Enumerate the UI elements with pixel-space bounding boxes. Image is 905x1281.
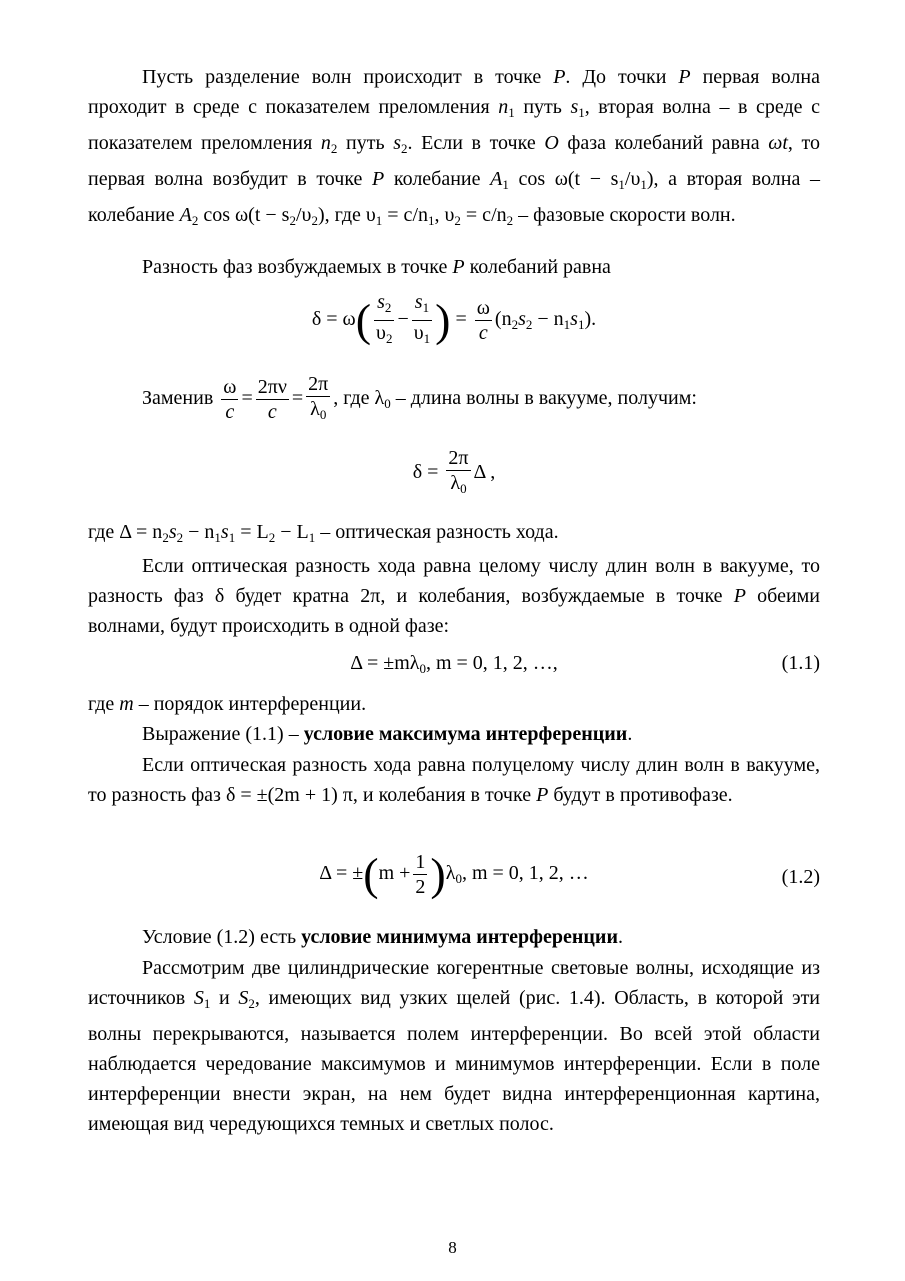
fraction-2pinu-c: $\frac{2\pi\nu}{c}$ (257, 376, 287, 423)
equation-delta: δ = ω( $\frac{s_2}{\upsilon_2}$ − $\frac{s_1}{\upsilon_1}$ ) = $\frac{\omega}{c}$ $(n_2s_2 - n_1s_1)$. (88, 290, 820, 360)
fraction-w-c: $\frac{\omega}{c}$ (223, 376, 237, 423)
paragraph-2: Разность фаз возбуждаемых в точке P колебаний равна (142, 256, 611, 278)
paragraph-3: Заменив $\frac{\omega}{c}$ = $\frac{2\pi\nu}{c}$ = $\frac{2\pi}{\lambda_0}$ , где $\lambda_0$ – длина волны в вакууме, получим: (142, 372, 822, 427)
fraction-2pi-lambda: $\frac{2\pi}{\lambda_0}$ (308, 373, 329, 422)
page-number: 8 (448, 1238, 457, 1257)
paragraph-1: Пусть разделение волн происходит в точке P. До точки P первая волна проходит в среде с показателем преломления $n_1$ путь $s_1$, вторая волна – в среде с показателем преломления $n_2$ путь $s_2$. Если в точке O фаза колебаний равна ωt, то первая волна возбудит в точке P колебание $A_1$ $\cos \omega(t - s_1/\upsilon_1)$, а вторая волна – колебание $A_2$ $\cos \omega(t - s_2/\upsilon_2)$, где $\upsilon_1 = c/n_1$, $\upsilon_2 = c/n_2$ – фазовые скорости волн. (88, 66, 820, 228)
equation-delta-2: δ = $\frac{2\pi}{\lambda_0}$ Δ , (88, 446, 820, 501)
paragraph-6: где m – порядок интерференции. (88, 693, 367, 715)
equation-1-1: $\Delta = \pm m\lambda_0$, m = 0, 1, 2, …, (1.1) (350, 652, 820, 676)
paragraph-7: Выражение (1.1) – условие максимума интерференции. (142, 723, 633, 745)
equation-1-2: Δ = ±(m + $\frac{1}{2}$ )$\lambda_0$, m = 0, 1, 2, … (1.2) (319, 848, 820, 900)
fraction-2pi-lambda0: $\frac{2\pi}{\lambda_0}$ (448, 447, 469, 496)
fraction-s2-v2: $\frac{s_2}{\upsilon_2}$ (376, 291, 393, 346)
paragraph-10: Рассмотрим две цилиндрические когерентные световые волны, исходящие из источников $S_1$ и $S_2$, имеющих вид узких щелей (рис. 1.4). Область, в которой эти волны перекрываются, называется полем интерференции. Во всей этой области наблюдается чередование максимумов и минимумов интерференции. Если в поле интерференции внести экран, на нем будет видна интерференционная картина, имеющая вид чередующихся темных и светлых полос. (88, 957, 821, 1135)
paragraph-9: Условие (1.2) есть условие минимума интерференции. (142, 926, 623, 948)
paragraph-8: Если оптическая разность хода равна полуцелому числу длин волн в вакууме, то разность фаз δ = ±(2m + 1) π, и колебания в точке P будут в противофазе. (88, 754, 820, 806)
fraction-one-half: $\frac{1}{2}$ (415, 851, 426, 898)
fraction-omega-c: $\frac{\omega}{c}$ (476, 297, 490, 344)
fraction-s1-v1: $\frac{s_1}{\upsilon_1}$ (413, 291, 431, 346)
paragraph-5: Если оптическая разность хода равна целому числу длин волн в вакууме, то разность фаз δ будет кратна 2π, и колебания, возбуждаемые в точке P обеими волнами, будут происходить в одной фазе: (88, 555, 821, 637)
equation-number-1-2: (1.2) (781, 866, 820, 888)
paragraph-4: где $\Delta = n_2s_2 - n_1s_1 = L_2 - L_1$ – оптическая разность хода. (88, 521, 559, 545)
equation-number-1-1: (1.1) (781, 652, 820, 674)
